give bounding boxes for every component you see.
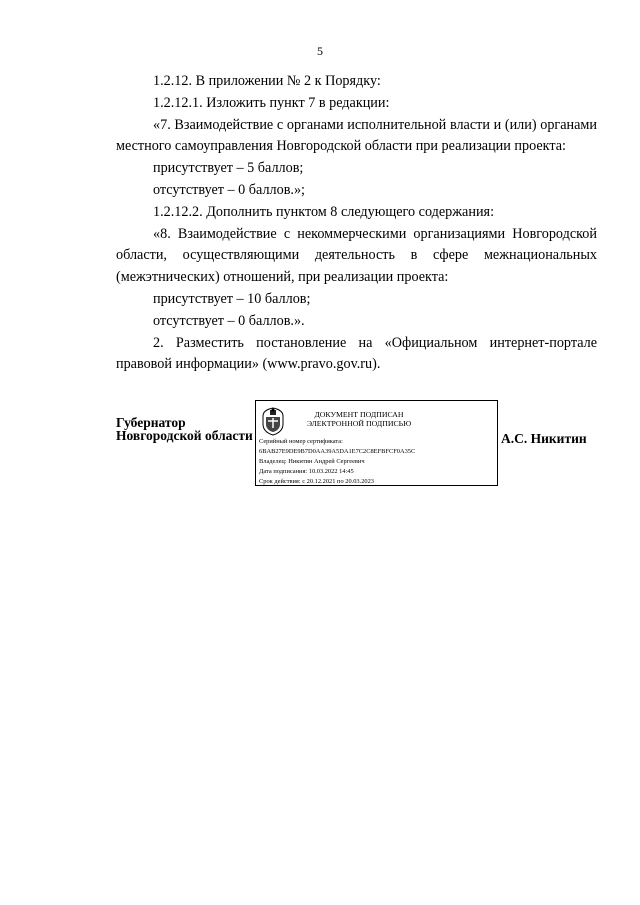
- certificate-validity: Срок действия: с 20.12.2021 по 20.03.2023: [259, 478, 375, 485]
- stamp-details: [259, 437, 415, 487]
- electronic-signature-stamp: [255, 400, 498, 486]
- signatory-title-line1: Губернатор: [116, 415, 186, 430]
- signatory-title-line2: Новгородской области: [116, 428, 253, 443]
- paragraph-present-10: присутствует – 10 баллов;: [153, 290, 311, 307]
- coat-of-arms-icon: [260, 406, 286, 436]
- paragraph-absent-0-a: отсутствует – 0 баллов.»;: [153, 181, 305, 198]
- stamp-header-line2: ЭЛЕКТРОННОЙ ПОДПИСЬЮ: [306, 419, 412, 428]
- signatory-name: А.С. Никитин: [501, 431, 587, 446]
- signatory-title: [116, 416, 253, 442]
- paragraph-item-7: «7. Взаимодействие с органами исполнительной власти и (или) органами местного самоуправления Новгородской области при реализации проекта:: [116, 116, 597, 155]
- paragraph-1-2-12-1: 1.2.12.1. Изложить пункт 7 в редакции:: [153, 94, 390, 111]
- stamp-header-line1: ДОКУМЕНТ ПОДПИСАН: [314, 410, 404, 419]
- page-number: 5: [317, 44, 323, 58]
- signature-block: [0, 398, 640, 498]
- paragraph-item-8: «8. Взаимодействие с некоммерческими организациями Новгородской области, осуществляющими деятельность в сфере межнациональных (межэтнических) отношений, при реализации проекта:: [116, 225, 597, 286]
- certificate-serial-number: 6BAB27E9DE9B7D0AA39A5DA1E7C2C8EFBFCF0A35C: [259, 448, 416, 455]
- paragraph-1-2-12-2: 1.2.12.2. Дополнить пунктом 8 следующего содержания:: [153, 203, 495, 220]
- certificate-serial-label: Серийный номер сертификата:: [259, 438, 343, 445]
- signing-date: Дата подписания: 10.03.2022 14:45: [259, 468, 354, 475]
- paragraph-1-2-12: 1.2.12. В приложении № 2 к Порядку:: [153, 73, 381, 89]
- certificate-owner: Владелец: Никитин Андрей Сергеевич: [259, 458, 365, 465]
- stamp-header: [290, 410, 428, 428]
- paragraph-absent-0-b: отсутствует – 0 баллов.».: [153, 312, 305, 329]
- paragraph-present-5: присутствует – 5 баллов;: [153, 160, 304, 177]
- paragraph-publish: 2. Разместить постановление на «Официальном интернет-портале правовой информации» (www.pravo.gov.ru).: [116, 334, 597, 373]
- document-body: [116, 71, 597, 376]
